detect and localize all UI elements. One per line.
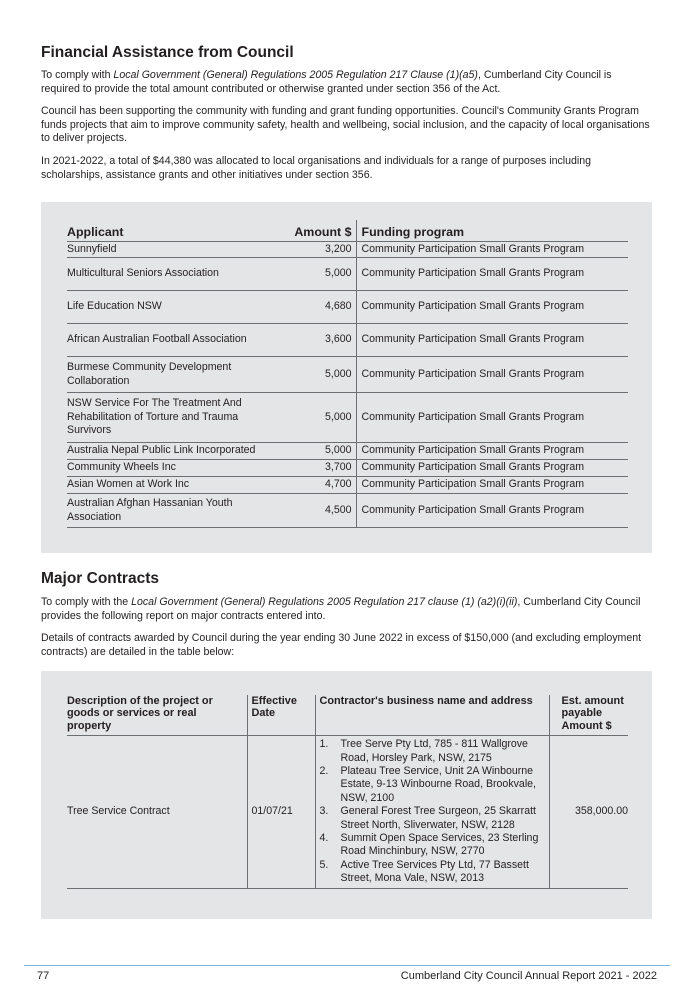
table-row xyxy=(67,291,628,324)
grant-applicant-cell: Sunnyfield xyxy=(67,242,285,258)
list-item xyxy=(320,805,545,832)
contractor-number: 1. xyxy=(319,738,329,751)
table-row xyxy=(67,477,628,494)
header-contractor: Contractor's business name and address xyxy=(315,695,549,736)
list-item xyxy=(320,738,545,765)
major-contracts-intro: To comply with the Local Government (General) Regulations 2005 Regulation 217 clause (1) (a2)(i)(ii), Cumberland City Council provides the following report on major contracts entered into. xyxy=(41,596,641,622)
table-row xyxy=(67,242,628,258)
table-row xyxy=(67,357,628,393)
grant-applicant-cell: Asian Women at Work Inc xyxy=(67,477,285,494)
grant-amount-cell: 3,600 xyxy=(285,324,356,357)
grant-applicant-cell: African Australian Football Association xyxy=(67,324,285,357)
contracts-table-panel xyxy=(41,671,652,919)
table-row xyxy=(67,324,628,357)
grant-applicant-cell: NSW Service For The Treatment And Rehabilitation of Torture and Trauma Survivors xyxy=(67,393,285,443)
grant-program-cell: Community Participation Small Grants Program xyxy=(356,357,628,393)
table-row xyxy=(67,393,628,443)
contract-date-cell: 01/07/21 xyxy=(247,736,315,888)
header-description: Description of the project or goods or services or real property xyxy=(67,695,247,736)
grant-program-cell: Community Participation Small Grants Program xyxy=(356,494,628,528)
grant-applicant-cell: Community Wheels Inc xyxy=(67,460,285,477)
page-number: 77 xyxy=(37,970,50,982)
grant-program-cell: Community Participation Small Grants Program xyxy=(356,460,628,477)
grant-program-cell: Community Participation Small Grants Program xyxy=(356,291,628,324)
table-row xyxy=(67,460,628,477)
grant-amount-cell: 3,700 xyxy=(285,460,356,477)
grant-amount-cell: 5,000 xyxy=(285,357,356,393)
contract-contractor-cell xyxy=(315,736,549,888)
section-heading-financial-assistance: Financial Assistance from Council xyxy=(41,44,294,61)
list-item xyxy=(320,859,545,886)
contractor-number: 3. xyxy=(319,805,329,818)
contract-description-cell: Tree Service Contract xyxy=(67,736,247,888)
contractor-name-address: Plateau Tree Service, Unit 2A Winbourne Estate, 9-13 Winbourne Road, Brookvale, NSW, 2100 xyxy=(340,765,537,804)
contracts-table-header-row xyxy=(67,695,628,736)
grant-amount-cell: 5,000 xyxy=(285,443,356,460)
financial-assistance-paragraph-3: In 2021-2022, a total of $44,380 was allocated to local organisations and individuals for a range of purposes including scholarships, assistance grants and other initiatives under section 356. xyxy=(41,155,592,181)
table-row xyxy=(67,443,628,460)
table-row xyxy=(67,736,628,888)
header-est-amount: Est. amount payable Amount $ xyxy=(549,695,628,736)
header-applicant: Applicant xyxy=(67,220,285,242)
grant-applicant-cell: Australian Afghan Hassanian Youth Association xyxy=(67,494,285,528)
contractor-name-address: Active Tree Services Pty Ltd, 77 Bassett Street, Mona Vale, NSW, 2013 xyxy=(340,858,529,885)
grant-program-cell: Community Participation Small Grants Program xyxy=(356,443,628,460)
contracts-table-body xyxy=(67,736,628,888)
financial-assistance-paragraph-2: Council has been supporting the community with funding and grant funding opportunities. Council's Community Grants Program funds projects that aim to improve community safety, health and wellbeing, social inclusion, and the capacity of local organisations to deliver projects. xyxy=(41,105,650,145)
contractor-number: 2. xyxy=(319,765,329,778)
grant-program-cell: Community Participation Small Grants Program xyxy=(356,242,628,258)
header-funding-program: Funding program xyxy=(356,220,628,242)
grants-table-body xyxy=(67,242,628,528)
footer-rule xyxy=(24,965,670,966)
grant-program-cell: Community Participation Small Grants Program xyxy=(356,477,628,494)
grants-table-panel xyxy=(41,202,652,553)
contractor-name-address: Tree Serve Pty Ltd, 785 - 811 Wallgrove Road, Horsley Park, NSW, 2175 xyxy=(340,738,528,764)
financial-assistance-intro: To comply with Local Government (General) Regulations 2005 Regulation 217 Clause (1)(a5), Cumberland City Council is required to provide the total amount contributed or otherwise granted under section 356 of the Act. xyxy=(41,69,612,95)
footer-report-title: Cumberland City Council Annual Report 2021 - 2022 xyxy=(400,970,657,982)
list-item xyxy=(320,765,545,805)
grant-amount-cell: 3,200 xyxy=(285,242,356,258)
contract-amount-cell: 358,000.00 xyxy=(549,736,628,888)
contractor-name-address: General Forest Tree Surgeon, 25 Skarratt Street North, Sliverwater, NSW, 2128 xyxy=(340,805,536,831)
grant-program-cell: Community Participation Small Grants Program xyxy=(356,258,628,291)
grant-applicant-cell: Burmese Community Development Collaboration xyxy=(67,357,285,393)
grants-table-header-row xyxy=(67,220,628,242)
major-contracts-paragraph-2: Details of contracts awarded by Council during the year ending 30 June 2022 in excess of $150,000 (and excluding employment contracts) are detailed in the table below: xyxy=(41,632,642,658)
grant-amount-cell: 5,000 xyxy=(285,258,356,291)
grant-amount-cell: 5,000 xyxy=(285,393,356,443)
grant-program-cell: Community Participation Small Grants Program xyxy=(356,324,628,357)
contractor-number: 4. xyxy=(319,832,329,845)
header-amount: Amount $ xyxy=(285,220,356,242)
grant-applicant-cell: Australia Nepal Public Link Incorporated xyxy=(67,443,285,460)
grants-table xyxy=(67,220,628,528)
grant-program-cell: Community Participation Small Grants Program xyxy=(356,393,628,443)
grant-amount-cell: 4,680 xyxy=(285,291,356,324)
grant-amount-cell: 4,500 xyxy=(285,494,356,528)
section-heading-major-contracts: Major Contracts xyxy=(41,570,159,587)
contractor-number: 5. xyxy=(319,858,329,871)
table-row xyxy=(67,258,628,291)
header-effective-date: Effective Date xyxy=(247,695,315,736)
grant-applicant-cell: Multicultural Seniors Association xyxy=(67,258,285,291)
grant-amount-cell: 4,700 xyxy=(285,477,356,494)
list-item xyxy=(320,832,545,859)
grant-applicant-cell: Life Education NSW xyxy=(67,291,285,324)
contractor-list xyxy=(320,736,545,887)
contractor-name-address: Summit Open Space Services, 23 Sterling Road Minchinbury, NSW, 2770 xyxy=(340,832,539,858)
contracts-table xyxy=(67,695,628,889)
table-row xyxy=(67,494,628,528)
